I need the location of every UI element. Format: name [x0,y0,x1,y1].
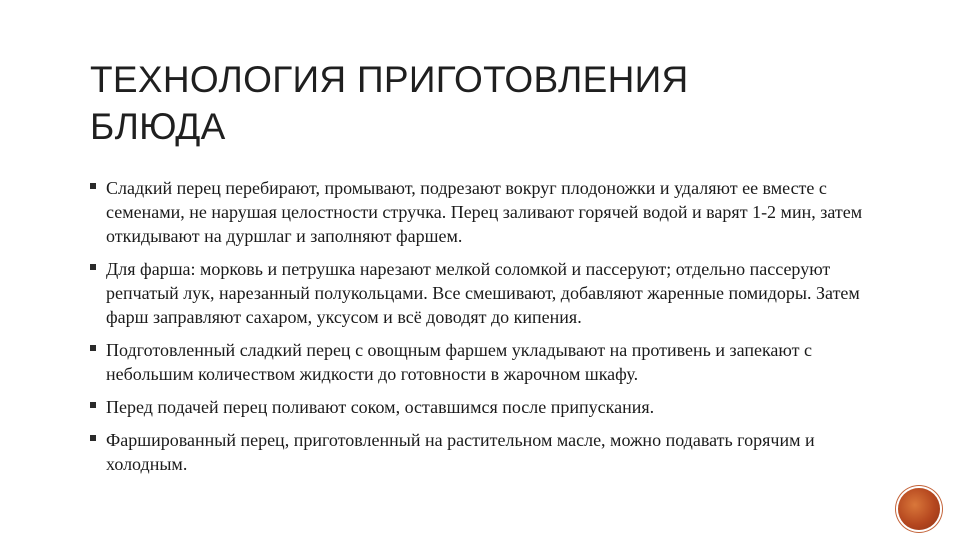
list-item [90,338,890,386]
square-bullet-icon [90,402,96,408]
square-bullet-icon [90,435,96,441]
list-item [90,257,890,329]
bullet-text: Перед подачей перец поливают соком, оставшимся после припускания. [106,397,655,417]
list-item [90,395,890,419]
bullet-text: Для фарша: морковь и петрушка нарезают мелкой соломкой и пассеруют; отдельно пассеруют репчатый лук, нарезанный полукольцами. Все смешивают, добавляют жаренные помидоры. Затем фарш заправляют сахаром, уксусом и всё доводят до кипения. [106,259,860,327]
square-bullet-icon [90,183,96,189]
square-bullet-icon [90,345,96,351]
list-item [90,176,890,248]
slide-title [90,56,850,150]
bullet-text: Сладкий перец перебирают, промывают, подрезают вокруг плодоножки и удаляют ее вместе с семенами, не нарушая целостности стручка. Перец заливают горячей водой и варят 1-2 мин, затем откидывают на дуршлаг и заполняют фаршем. [106,178,863,246]
slide-title-line-2: БЛЮДА [90,106,226,147]
orange-circle-decoration [898,488,940,530]
square-bullet-icon [90,264,96,270]
slide-content [90,176,890,485]
bullet-text: Фаршированный перец, приготовленный на растительном масле, можно подавать горячим и холодным. [106,430,815,474]
bullet-list [90,176,890,476]
list-item [90,428,890,476]
bullet-text: Подготовленный сладкий перец с овощным фаршем укладывают на противень и запекают с небольшим количеством жидкости до готовности в жарочном шкафу. [106,340,812,384]
slide-title-line-1: ТЕХНОЛОГИЯ ПРИГОТОВЛЕНИЯ [90,59,689,100]
